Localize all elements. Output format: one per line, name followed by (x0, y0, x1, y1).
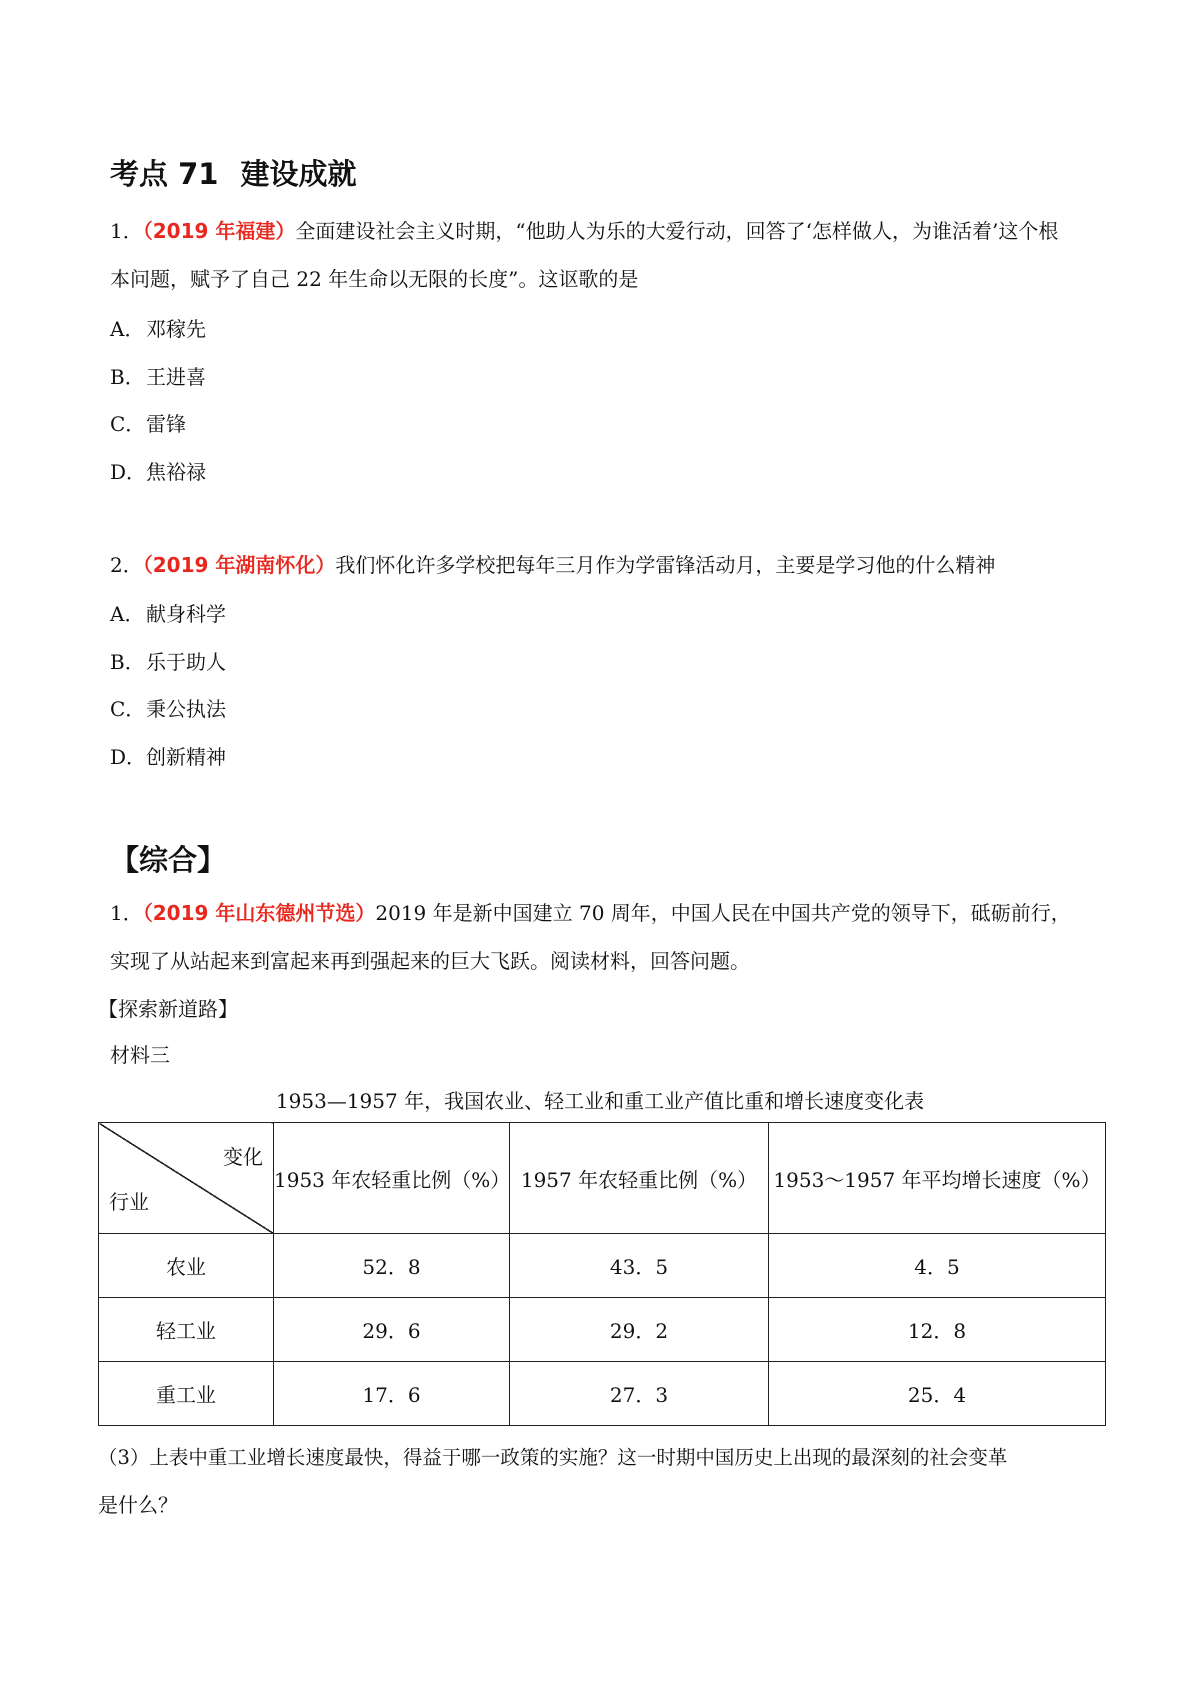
table-row (99, 1362, 1106, 1426)
option-text: 创新精神 (146, 745, 226, 769)
column-header: 1957 年农轻重比例（%） (510, 1123, 769, 1234)
option-letter: D． (110, 745, 147, 769)
table-corner-cell (99, 1123, 274, 1234)
option-text: 王进喜 (146, 365, 206, 389)
table-cell: 25．4 (769, 1362, 1106, 1426)
table-cell: 43．5 (510, 1234, 769, 1298)
q2-option-c (110, 693, 226, 722)
column-header: 1953～1957 年平均增长速度（%） (769, 1123, 1106, 1234)
q1-option-b (110, 361, 206, 390)
table-cell: 12．8 (769, 1298, 1106, 1362)
topic-title: 建设成就 (240, 157, 357, 191)
option-text: 献身科学 (146, 602, 226, 626)
question-3-line-2: 实现了从站起来到富起来再到强起来的巨大飞跃。阅读材料，回答问题。 (110, 949, 750, 973)
row-label: 农业 (99, 1234, 274, 1298)
q1-option-a (110, 313, 206, 342)
question-number: 2． (110, 553, 143, 577)
corner-top-label: 变化 (223, 1145, 263, 1169)
option-text: 焦裕禄 (146, 460, 206, 484)
question-source: （2019 年湖南怀化） (142, 553, 336, 577)
question-3-line-1 (110, 899, 1071, 927)
q1-option-c (110, 408, 186, 437)
question-text: 全面建设社会主义时期，“他助人为乐的大爱行动，回答了‘怎样做人，为谁活着’这个根 (295, 219, 1059, 243)
subheading: 【探索新道路】 (98, 997, 238, 1021)
row-label: 重工业 (99, 1362, 274, 1426)
q2-option-b (110, 646, 226, 675)
table-cell: 52．8 (274, 1234, 510, 1298)
section-title: 【综合】 (110, 843, 227, 877)
row-label: 轻工业 (99, 1298, 274, 1362)
table-caption: 1953—1957 年，我国农业、轻工业和重工业产值比重和增长速度变化表 (275, 1089, 925, 1113)
sub-question-3-line-1: （3）上表中重工业增长速度最快，得益于哪一政策的实施？这一时期中国历史上出现的最深刻的社会变革 (98, 1446, 1008, 1469)
question-text: 我们怀化许多学校把每年三月作为学雷锋活动月，主要是学习他的什么精神 (335, 553, 996, 577)
table-cell: 29．6 (274, 1298, 510, 1362)
option-letter: C． (110, 412, 146, 436)
option-letter: A． (110, 317, 145, 341)
question-source: （2019 年福建） (142, 219, 296, 243)
option-letter: C． (110, 697, 146, 721)
topic-label: 考点 71 (110, 157, 219, 191)
table-row (99, 1298, 1106, 1362)
question-number: 1． (110, 219, 143, 243)
table-cell: 29．2 (510, 1298, 769, 1362)
option-text: 邓稼先 (146, 317, 206, 341)
table-cell: 4．5 (769, 1234, 1106, 1298)
option-text: 雷锋 (146, 412, 186, 436)
table-row (99, 1234, 1106, 1298)
option-letter: B． (110, 650, 145, 674)
option-text: 乐于助人 (146, 650, 226, 674)
column-header: 1953 年农轻重比例（%） (274, 1123, 510, 1234)
material-label: 材料三 (110, 1043, 170, 1067)
q2-option-a (110, 598, 226, 627)
sub-question-3-line-2: 是什么？ (98, 1493, 178, 1517)
q2-option-d (110, 741, 226, 770)
question-text: 2019 年是新中国建立 70 周年，中国人民在中国共产党的领导下，砥砺前行， (375, 901, 1071, 925)
corner-bottom-label: 行业 (109, 1190, 149, 1214)
option-letter: A． (110, 602, 145, 626)
question-number: 1． (110, 901, 143, 925)
question-source: （2019 年山东德州节选） (142, 901, 376, 925)
data-table (98, 1122, 1106, 1426)
question-1-line-1 (110, 217, 1058, 245)
table-cell: 17．6 (274, 1362, 510, 1426)
q1-option-d (110, 456, 206, 485)
option-letter: D． (110, 460, 147, 484)
option-letter: B． (110, 365, 145, 389)
table-cell: 27．3 (510, 1362, 769, 1426)
page-title (110, 152, 356, 193)
question-1-line-2: 本问题，赋予了自己 22 年生命以无限的长度”。这讴歌的是 (110, 267, 639, 291)
table-header-row (99, 1123, 1106, 1234)
option-text: 秉公执法 (146, 697, 226, 721)
question-2-line-1 (110, 551, 995, 579)
